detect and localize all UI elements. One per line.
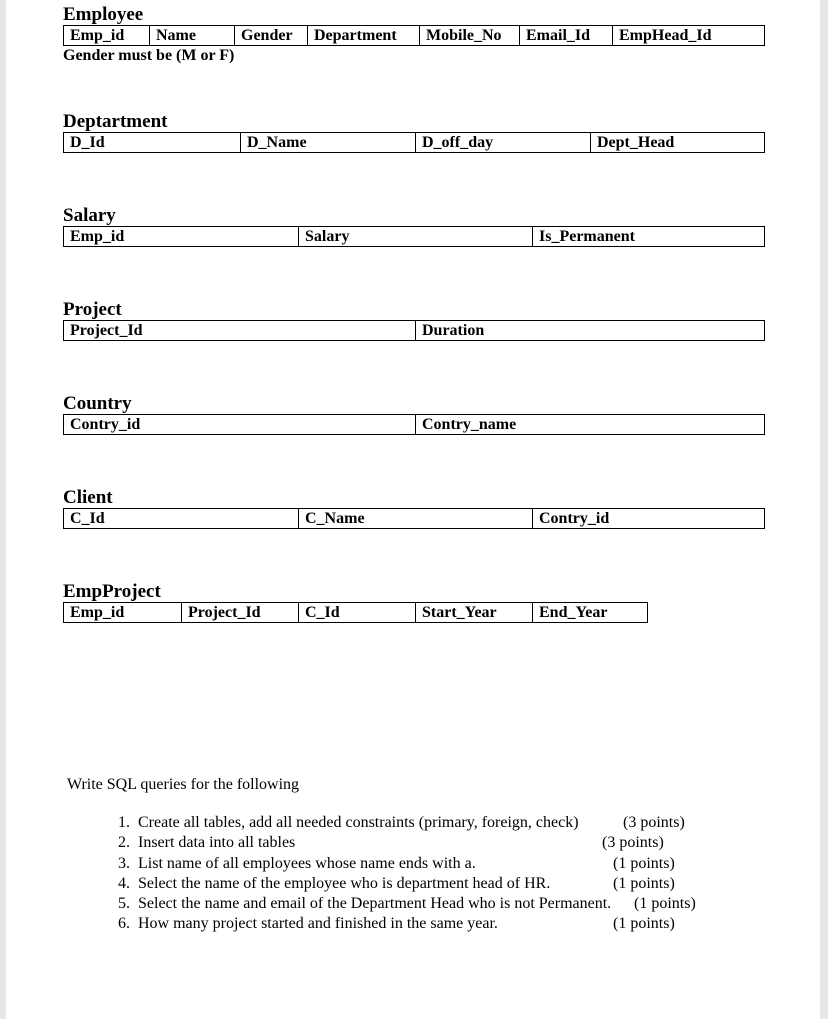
column-header: Contry_id [70, 416, 141, 433]
column-header: Dept_Head [590, 133, 766, 152]
column-header: Emp_id [70, 228, 125, 245]
schema-row [63, 226, 765, 247]
list-item [106, 813, 746, 833]
schema-row [63, 25, 765, 46]
question-number: 1. [118, 814, 130, 831]
column-header: Contry_name [415, 415, 766, 434]
question-points: (1 points) [613, 874, 675, 892]
schema-row [63, 414, 765, 435]
schema-row [63, 508, 765, 529]
constraint-note: Gender must be (M or F) [63, 47, 235, 64]
column-header: EmpHead_Id [612, 26, 766, 45]
schema-row [63, 320, 765, 341]
table-client [63, 488, 765, 529]
column-header: C_Id [70, 510, 105, 527]
question-points: (3 points) [623, 814, 685, 831]
table-country [63, 394, 765, 435]
question-number: 4. [118, 874, 130, 892]
column-header: Gender [234, 26, 307, 45]
table-project [63, 300, 765, 341]
question-text: Select the name and email of the Department Head who is not Permanent. [138, 895, 612, 913]
question-text: Select the name of the employee who is department head of HR. [138, 874, 551, 892]
document-page [6, 0, 820, 1019]
table-title: Country [63, 393, 132, 414]
question-text: List name of all employees whose name ends with a. [138, 854, 476, 872]
table-title: Deptartment [63, 111, 168, 132]
table-title: Salary [63, 205, 116, 226]
question-text: Insert data into all tables [138, 834, 296, 852]
question-number: 5. [118, 895, 130, 913]
table-title: Client [63, 487, 113, 508]
column-header: Project_Id [181, 603, 298, 622]
column-header: Contry_id [532, 509, 766, 528]
column-header: D_off_day [415, 133, 590, 152]
question-points: (3 points) [602, 834, 664, 852]
list-item [106, 894, 746, 914]
column-header: Department [307, 26, 419, 45]
question-points: (1 points) [634, 895, 696, 913]
column-header: Salary [298, 227, 532, 246]
questions-list [106, 813, 746, 935]
schema-row [63, 602, 648, 623]
column-header: Project_Id [70, 322, 143, 339]
list-item [106, 874, 746, 894]
list-item [106, 914, 746, 934]
column-header: Start_Year [415, 603, 532, 622]
column-header: Is_Permanent [532, 227, 766, 246]
table-salary [63, 206, 765, 247]
column-header: Emp_id [70, 604, 125, 621]
question-text: Create all tables, add all needed constraints (primary, foreign, check) [138, 814, 579, 831]
table-employee [63, 5, 765, 66]
question-number: 3. [118, 854, 130, 872]
column-header: C_Name [298, 509, 532, 528]
questions-intro: Write SQL queries for the following [67, 776, 300, 793]
column-header: D_Name [240, 133, 415, 152]
column-header: D_Id [70, 134, 105, 151]
question-number: 2. [118, 834, 130, 852]
column-header: Mobile_No [419, 26, 519, 45]
table-title: EmpProject [63, 581, 161, 602]
column-header: C_Id [298, 603, 415, 622]
table-title: Employee [63, 4, 144, 25]
question-points: (1 points) [613, 915, 675, 933]
column-header: Name [149, 26, 234, 45]
column-header: End_Year [532, 603, 649, 622]
list-item [106, 854, 746, 874]
column-header: Email_Id [519, 26, 612, 45]
question-points: (1 points) [613, 854, 675, 872]
table-department [63, 112, 765, 153]
question-number: 6. [118, 915, 130, 933]
question-text: How many project started and finished in the same year. [138, 915, 498, 933]
table-title: Project [63, 299, 122, 320]
list-item [106, 833, 746, 853]
column-header: Emp_id [70, 27, 125, 44]
table-empproject [63, 582, 648, 623]
schema-row [63, 132, 765, 153]
column-header: Duration [415, 321, 766, 340]
